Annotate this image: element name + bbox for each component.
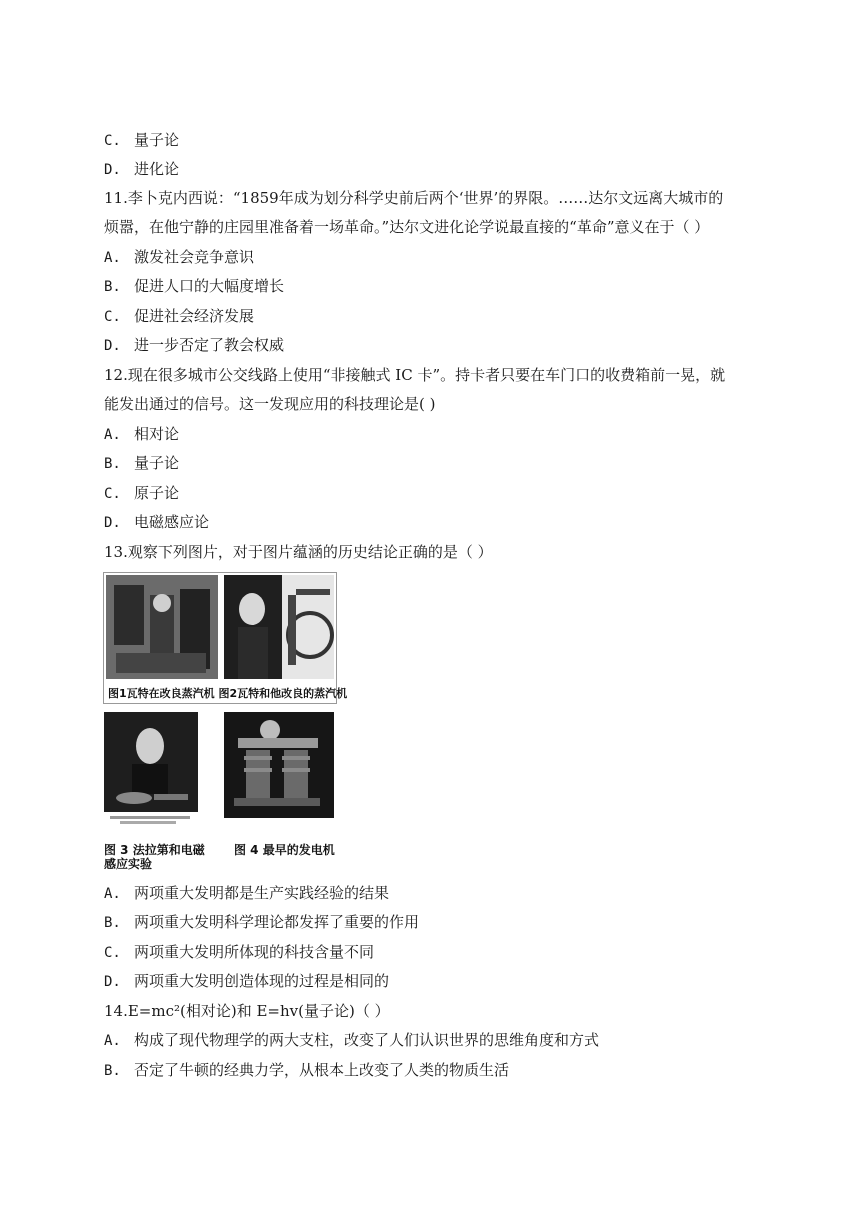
option-text: 构成了现代物理学的两大支柱，改变了人们认识世界的思维角度和方式 bbox=[134, 1031, 600, 1049]
option-text: 两项重大发明所体现的科技含量不同 bbox=[134, 943, 375, 961]
option-letter: A. bbox=[104, 250, 121, 266]
option-text: 相对论 bbox=[134, 425, 180, 443]
q12-option-d bbox=[104, 512, 209, 533]
q13-option-a bbox=[104, 883, 389, 904]
q13-option-b bbox=[104, 912, 419, 933]
figure-3-photo bbox=[104, 712, 198, 826]
q11-option-c bbox=[104, 306, 254, 327]
figure-3-illustration bbox=[104, 712, 198, 826]
q11-option-d bbox=[104, 335, 284, 356]
figure-4-caption: 图 4 最早的发电机 bbox=[234, 843, 335, 857]
option-text: 否定了牛顿的经典力学，从根本上改变了人类的物质生活 bbox=[134, 1061, 510, 1079]
option-d-prev bbox=[104, 159, 179, 180]
question-11-line-2: 烦嚣，在他宁静的庄园里准备着一场革命。”达尔文进化论学说最直接的“革命”意义在于（ ） bbox=[104, 218, 710, 236]
q14-option-b bbox=[104, 1060, 509, 1081]
question-11-line-1: 11.李卜克内西说：“1859年成为划分科学史前后两个‘世界’的界限。……达尔文远离大城市的 bbox=[104, 189, 724, 207]
option-letter: B. bbox=[104, 279, 121, 295]
figure-4-photo bbox=[224, 712, 334, 818]
option-text: 促进人口的大幅度增长 bbox=[134, 277, 285, 295]
question-13-line-1: 13.观察下列图片，对于图片蕴涵的历史结论正确的是（ ） bbox=[104, 543, 493, 561]
option-letter: A. bbox=[104, 427, 121, 443]
q14-option-a bbox=[104, 1030, 599, 1051]
q12-option-b bbox=[104, 453, 179, 474]
figure-group-top bbox=[103, 572, 348, 704]
option-letter: D. bbox=[104, 162, 121, 178]
option-text: 激发社会竞争意识 bbox=[134, 248, 255, 266]
option-letter: B. bbox=[104, 915, 121, 931]
q12-option-a bbox=[104, 424, 179, 445]
option-letter: B. bbox=[104, 1063, 121, 1079]
option-c-prev bbox=[104, 130, 179, 151]
option-text: 量子论 bbox=[134, 454, 180, 472]
question-12-line-2: 能发出通过的信号。这一发现应用的科技理论是( ) bbox=[104, 395, 436, 413]
option-letter: C. bbox=[104, 309, 121, 325]
option-text: 进一步否定了教会权威 bbox=[134, 336, 285, 354]
option-letter: C. bbox=[104, 133, 121, 149]
option-letter: B. bbox=[104, 456, 121, 472]
option-text: 原子论 bbox=[134, 484, 180, 502]
q11-option-b bbox=[104, 276, 284, 297]
figure-2-illustration bbox=[224, 575, 334, 679]
q12-option-c bbox=[104, 483, 179, 504]
option-letter: C. bbox=[104, 945, 121, 961]
question-14-line-1: 14.E=mc²(相对论)和 E=hv(量子论)（ ） bbox=[104, 1002, 390, 1020]
option-letter: D. bbox=[104, 338, 121, 354]
option-text: 量子论 bbox=[134, 131, 180, 149]
option-letter: A. bbox=[104, 1033, 121, 1049]
option-text: 两项重大发明都是生产实践经验的结果 bbox=[134, 884, 390, 902]
q13-option-c bbox=[104, 942, 374, 963]
figure-4-illustration bbox=[224, 712, 334, 818]
figure-1-2-caption: 图1瓦特在改良蒸汽机 图2瓦特和他改良的蒸汽机 bbox=[108, 687, 348, 700]
figure-1-photo bbox=[106, 575, 218, 679]
option-text: 两项重大发明科学理论都发挥了重要的作用 bbox=[134, 913, 420, 931]
option-letter: D. bbox=[104, 515, 121, 531]
option-text: 两项重大发明创造体现的过程是相同的 bbox=[134, 972, 390, 990]
q13-option-d bbox=[104, 971, 389, 992]
option-text: 促进社会经济发展 bbox=[134, 307, 255, 325]
option-text: 进化论 bbox=[134, 160, 180, 178]
option-letter: A. bbox=[104, 886, 121, 902]
figure-3-caption-line-2: 感应实验 bbox=[104, 857, 153, 871]
figure-1-illustration bbox=[106, 575, 218, 679]
figure-3-caption-line-1: 图 3 法拉第和电磁 bbox=[104, 843, 205, 857]
figure-3-caption bbox=[104, 843, 205, 871]
question-12-line-1: 12.现在很多城市公交线路上使用“非接触式 IC 卡”。持卡者只要在车门口的收费箱前一晃，就 bbox=[104, 366, 726, 384]
q11-option-a bbox=[104, 247, 254, 268]
option-letter: C. bbox=[104, 486, 121, 502]
figure-2-photo bbox=[224, 575, 334, 679]
option-letter: D. bbox=[104, 974, 121, 990]
option-text: 电磁感应论 bbox=[134, 513, 210, 531]
